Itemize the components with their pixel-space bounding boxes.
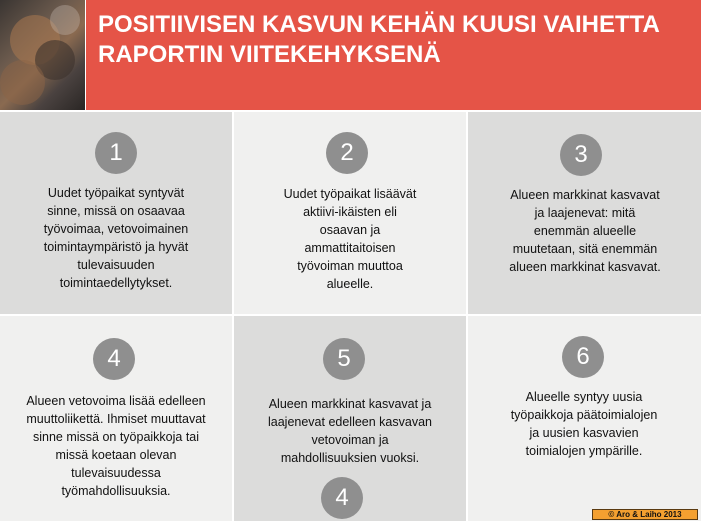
page-title: POSITIIVISEN KASVUN KEHÄN KUUSI VAIHETTA RAPORTIN VIITEKEHYKSENÄ (98, 11, 659, 68)
step-number-badge: 3 (560, 134, 602, 176)
step-description: Alueelle syntyy uusia työpaikkoja päätoimialojen ja uusien kasvavien toimialojen ympärille. (510, 390, 658, 458)
step-description: Alueen vetovoima lisää edelleen muuttoliikettä. Ihmiset muuttavat sinne missä on työpaikkoja tai missä koetaan olevan tulevaisuudessa työmahdollisuuksia. (26, 394, 206, 498)
step-card-5 (234, 316, 466, 521)
header-banner (86, 0, 701, 110)
step-card-4 (0, 316, 232, 521)
step-description: Alueen markkinat kasvavat ja laajenevat edelleen kasvavan vetovoiman ja mahdollisuuksien vuoksi. (267, 397, 432, 465)
step-number-badge: 4 (93, 338, 135, 380)
step-description: Alueen markkinat kasvavat ja laajenevat: mitä enemmän alueelle muutetaan, sitä enemmän alueen markkinat kasvavat. (509, 188, 661, 274)
step-number-badge: 2 (326, 132, 368, 174)
step-card-6 (468, 316, 701, 521)
step-card-1 (0, 112, 232, 314)
step-number-badge: 1 (95, 132, 137, 174)
step-card-3 (468, 112, 701, 314)
copyright-label: © Aro & Laiho 2013 (592, 509, 698, 520)
step-number-badge: 5 (323, 338, 365, 380)
step-number-badge: 6 (562, 336, 604, 378)
step-card-2 (234, 112, 466, 314)
step-description: Uudet työpaikat syntyvät sinne, missä on osaavaa työvoimaa, vetovoimainen toimintaympäristö ja hyvät tulevaisuuden toimintaedellytykset. (43, 186, 189, 290)
step-description: Uudet työpaikat lisäävät aktiivi-ikäisten eli osaavan ja ammattitaitoisen työvoiman muuttoa alueelle. (283, 187, 417, 291)
extra-number-badge: 4 (321, 477, 363, 519)
header-photo (0, 0, 85, 110)
